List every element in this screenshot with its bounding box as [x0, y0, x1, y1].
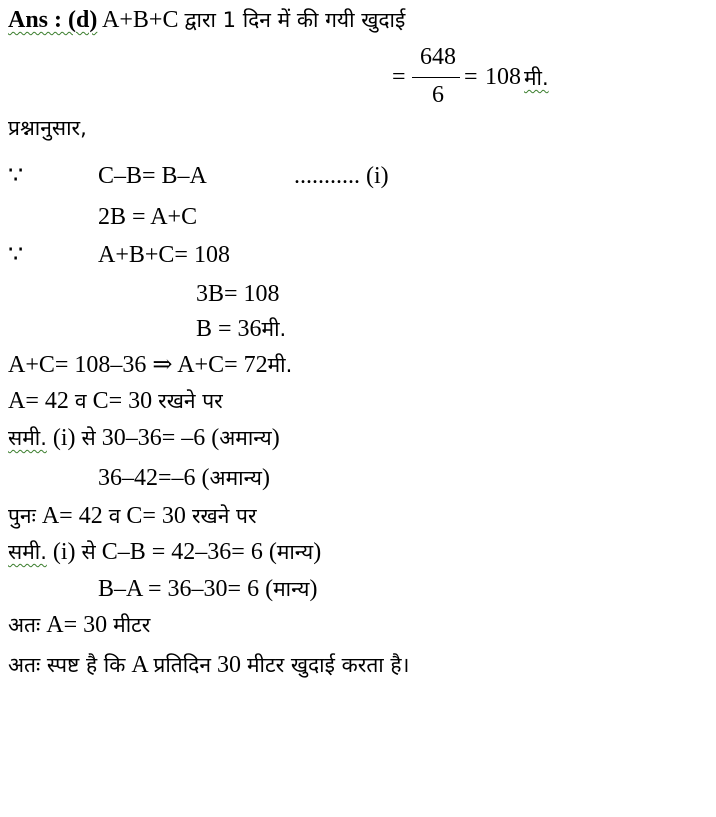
result-unit: मीटर — [113, 613, 151, 637]
daily-digging-fraction — [392, 44, 572, 110]
fraction-numerator: 648 — [420, 44, 456, 70]
check-2-calc: 36–42=–6 ( — [98, 465, 210, 491]
check-1-close: ) — [271, 425, 280, 451]
according-to-question: प्रश्नानुसार, — [8, 116, 87, 140]
equation-6 — [8, 351, 292, 379]
substitution-1-text: रखने पर — [158, 389, 223, 413]
check-3-status: मान्य — [276, 540, 314, 564]
check-3-from: से — [81, 540, 96, 564]
check-1-calc: 30–36= –6 ( — [101, 425, 220, 451]
check-4 — [98, 575, 317, 603]
substitution-1-a: A= 42 — [8, 388, 69, 414]
check-4-calc: B–A = 36–30= 6 ( — [98, 576, 274, 602]
fraction-bar — [412, 77, 460, 78]
substitution-2-c: C= 30 — [126, 503, 186, 529]
conclusion-part-2: प्रतिदिन — [153, 653, 211, 677]
substitution-2-text: रखने पर — [191, 504, 257, 528]
equation-5 — [196, 315, 286, 343]
fraction-equals-2: = — [464, 64, 478, 90]
substitution-2 — [8, 502, 257, 530]
check-2-status: अमान्य — [209, 466, 262, 490]
substitution-1-and: व — [74, 389, 87, 413]
check-1-status: अमान्य — [219, 426, 272, 450]
check-1 — [8, 424, 280, 452]
check-2-close: ) — [261, 465, 270, 491]
fraction-equals: = — [392, 64, 406, 90]
conclusion-part-3: मीटर खुदाई करता है। — [247, 653, 410, 677]
conclusion-number: 30 — [217, 652, 241, 678]
substitution-2-and: व — [108, 504, 121, 528]
because-symbol-2: ∵ — [8, 242, 24, 268]
check-3 — [8, 538, 321, 566]
check-1-from: से — [81, 426, 96, 450]
check-1-label: समी. — [8, 426, 47, 450]
result-line — [8, 611, 150, 639]
conclusion-line — [8, 651, 410, 679]
equation-4: 3B= 108 — [196, 281, 280, 307]
check-3-ref: (i) — [52, 539, 76, 565]
check-1-ref: (i) — [52, 425, 76, 451]
equation-5-unit: मी. — [261, 317, 287, 341]
equation-1: C–B= B–A — [98, 163, 207, 189]
equation-6-math: A+C= 108–36 ⇒ A+C= 72 — [8, 352, 268, 378]
check-3-close: ) — [313, 539, 322, 565]
equation-5-math: B = 36 — [196, 316, 262, 342]
again-label: पुनः — [8, 504, 36, 528]
substitution-1 — [8, 387, 223, 415]
answer-heading — [8, 6, 405, 34]
check-2 — [98, 464, 270, 492]
conclusion-part-1: अतः स्पष्ट है कि — [8, 653, 126, 677]
check-3-label: समी. — [8, 540, 47, 564]
equation-2: 2B = A+C — [98, 204, 198, 230]
substitution-1-c: C= 30 — [92, 388, 153, 414]
result-hence: अतः — [8, 613, 41, 637]
check-4-close: ) — [309, 576, 318, 602]
fraction-unit: मी. — [524, 66, 549, 90]
equation-3: A+B+C= 108 — [98, 242, 230, 268]
because-symbol-1: ∵ — [8, 163, 24, 189]
conclusion-a: A — [131, 652, 148, 678]
equation-6-unit: मी. — [267, 353, 293, 377]
statement-text: द्वारा 1 दिन में की गयी खुदाई — [184, 8, 406, 32]
fraction-result: 108 — [485, 64, 521, 90]
equation-1-ref: ........... (i) — [294, 163, 389, 189]
answer-label: Ans : (d) — [8, 7, 98, 33]
result-math: A= 30 — [46, 612, 108, 638]
substitution-2-a: A= 42 — [41, 503, 103, 529]
check-3-calc: C–B = 42–36= 6 ( — [101, 539, 277, 565]
statement-math: A+B+C — [102, 7, 179, 33]
fraction-denominator: 6 — [432, 82, 444, 108]
check-4-status: मान्य — [273, 577, 310, 601]
